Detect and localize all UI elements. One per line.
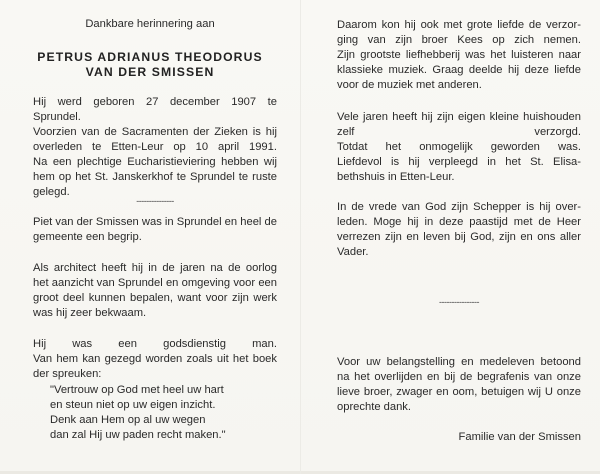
left-paragraph-3: [33, 261, 277, 321]
text-line: Hij werd geboren 27 december 1907 te Sprundel.: [33, 96, 277, 123]
right-paragraph-2: [337, 110, 581, 185]
family-signature: Familie van der Smissen: [458, 431, 581, 443]
name-line-2: VAN DER SMISSEN: [85, 65, 215, 79]
text-line: voor de muziek met anderen.: [337, 79, 482, 91]
quote-line: Denk aan Hem op al uw wegen: [50, 414, 206, 426]
text-line: In de vrede van God zijn Schepper is hij over-: [337, 201, 581, 213]
text-line: Vader.: [337, 246, 369, 258]
deceased-name: [0, 50, 300, 80]
text-line: Liefdevol is hij verpleegd in het St. Elisa-: [337, 156, 581, 168]
text-line: overleden te Etten-Leur op 10 april 1991.: [33, 141, 277, 153]
proverb-quote: [33, 383, 294, 443]
right-paragraph-1: [337, 18, 581, 93]
right-separator: ----------------: [439, 297, 479, 307]
text-line: hem op het St. Janskerkhof te Sprundel te ruste: [33, 171, 277, 183]
text-line: lieve broer, zwager en oom, betuigen wij U onze: [337, 386, 581, 398]
text-line: ging van zijn broer Kees op zich nemen.: [337, 34, 581, 46]
text-line: Zijn grootste liefhebberij was het luisteren naar: [337, 49, 581, 61]
text-line: Piet van der Smissen was in Sprundel en heel de: [33, 216, 277, 228]
left-paragraph-4: [33, 337, 277, 382]
text-line: groot deel kunnen bepalen, want voor zijn werk: [33, 292, 277, 304]
name-line-1: PETRUS ADRIANUS THEODORUS: [37, 50, 263, 64]
text-line: na het overlijden en bij de begrafenis van onze: [337, 371, 581, 383]
text-line: zelf verzorgd.: [337, 126, 581, 138]
text-line: der spreuken:: [33, 368, 102, 380]
text-line: gelegd.: [33, 186, 70, 198]
right-paragraph-4: [337, 355, 581, 415]
quote-line: en steun niet op uw eigen inzicht.: [50, 399, 216, 411]
left-paragraph-1: [33, 95, 277, 200]
text-line: bethshuis in Etten-Leur.: [337, 171, 455, 183]
left-paragraph-2: [33, 215, 277, 245]
text-line: Vele jaren heeft hij zijn eigen kleine huishouden: [337, 111, 581, 123]
fold-line: [300, 0, 301, 474]
text-line: Voorzien van de Sacramenten der Zieken is hij: [33, 126, 277, 138]
text-line: verrezen zijn en leven bij God, zijn en ons aller: [337, 231, 581, 243]
quote-line: "Vertrouw op God met heel uw hart: [50, 384, 224, 396]
text-line: leden. Moge hij in deze paastijd met de Heer: [337, 216, 581, 228]
text-line: Na een plechtige Eucharistieviering hebben wij: [33, 156, 277, 168]
text-line: Als architect heeft hij in de jaren na de oorlog: [33, 262, 277, 274]
intro-text: Dankbare herinnering aan: [85, 18, 215, 30]
text-line: Totdat het onmogelijk geworden was.: [337, 141, 581, 153]
text-line: klassieke muziek. Graag deelde hij deze liefde: [337, 64, 581, 76]
text-line: Van hem kan gezegd worden zoals uit het boek: [33, 353, 277, 365]
text-line: Daarom kon hij ook met grote liefde de verzor-: [337, 19, 581, 31]
left-separator: ---------------: [136, 196, 174, 206]
text-line: het aanzicht van Sprundel en omgeving voor een: [33, 277, 277, 289]
quote-line: dan zal Hij uw paden recht maken.": [50, 429, 226, 441]
text-line: Hij was een godsdienstig man.: [33, 338, 277, 350]
text-line: Voor uw belangstelling en medeleven betoond: [337, 356, 581, 368]
right-paragraph-3: [337, 200, 581, 260]
text-line: gemeente een begrip.: [33, 231, 142, 243]
text-line: oprechte dank.: [337, 401, 412, 413]
text-line: was hij zeer bekwaam.: [33, 307, 147, 319]
